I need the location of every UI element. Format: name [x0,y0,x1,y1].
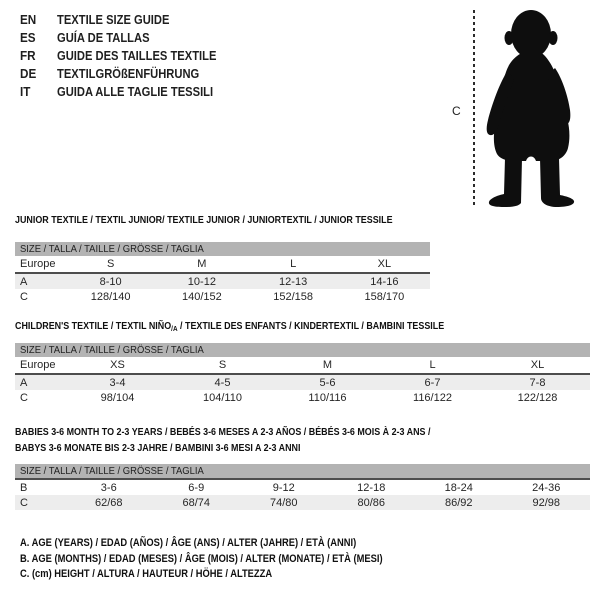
language-code: FR [20,47,36,63]
size-cell: L [290,258,297,270]
value-cell: 122/128 [517,392,558,404]
language-row-de [20,64,242,82]
size-cell: M [197,258,207,270]
value-cell: 86/92 [444,496,473,509]
size-header-bar [15,343,590,357]
footnote-b [20,552,447,568]
size-header-text: SIZE / TALLA / TAILLE / GRÖSSE / TAGLIA [20,465,204,477]
size-cell: XL [377,258,392,270]
table-row-europe [15,256,430,274]
table-row-age-months [15,480,590,495]
size-cell: M [322,359,333,371]
junior-table-title-text: JUNIOR TEXTILE / TEXTIL JUNIOR/ TEXTILE JUNIOR / JUNIORTEXTIL / JUNIOR TESSILE [15,214,393,226]
language-code: IT [20,83,31,99]
row-label: C [20,496,28,509]
table-row-europe [15,357,590,375]
babies-size-table [15,464,590,510]
children-table-title [15,319,520,337]
size-header-bar [15,464,590,480]
language-code: EN [20,11,37,27]
value-cell: 158/170 [364,291,405,303]
table-row-age [15,274,430,289]
value-cell: 18-24 [444,481,473,494]
value-cell: 68/74 [182,496,211,509]
value-cell: 10-12 [187,275,216,288]
value-cell: 6-7 [424,376,441,389]
value-cell: 116/122 [413,392,452,404]
value-cell: 80/86 [357,496,386,509]
language-row-it [20,82,242,100]
value-cell: 7-8 [529,376,546,389]
value-cell: 4-5 [214,376,231,389]
babies-title-line2: BABYS 3-6 MONATE BIS 2-3 JAHRE / BAMBINI 3-6 MESI A 2-3 ANNI [15,441,301,454]
row-label: B [20,481,28,494]
size-header-text: SIZE / TALLA / TAILLE / GRÖSSE / TAGLIA [20,344,204,356]
value-cell: 3-4 [109,376,126,389]
junior-size-table [15,242,430,305]
value-cell: 24-36 [532,481,561,494]
title-subscript: /A [171,324,178,333]
row-label: C [20,291,28,303]
value-cell: 62/68 [94,496,123,509]
value-cell: 98/104 [100,392,135,404]
value-cell: 92/98 [532,496,561,509]
value-cell: 14-16 [370,275,399,288]
language-title: GUIDA ALLE TAGLIE TESSILI [57,83,214,99]
language-code: ES [20,29,36,45]
junior-table-title [15,213,459,229]
language-row-fr [20,46,242,64]
title-segment: / TEXTILE DES ENFANTS / KINDERTEXTIL / BAMBINI TESSILE [177,320,445,332]
footnote-a [20,536,447,552]
children-size-table [15,343,590,406]
footnote-c-text: C. (cm) HEIGHT / ALTURA / HAUTEUR / HÖHE / ALTEZZA [20,568,273,580]
table-row-height [15,289,430,305]
value-cell: 152/158 [273,291,313,303]
value-cell: 6-9 [188,481,205,494]
value-cell: 140/152 [181,291,222,303]
size-header-text: SIZE / TALLA / TAILLE / GRÖSSE / TAGLIA [20,243,204,255]
size-cell: S [106,258,115,270]
title-segment: CHILDREN'S TEXTILE / TEXTIL NIÑO [15,320,172,332]
footnote-b-text: B. AGE (MONTHS) / EDAD (MESES) / ÂGE (MOIS) / ALTER (MONATE) / ETÀ (MESI) [20,552,383,565]
value-cell: 8-10 [99,275,122,288]
value-cell: 5-6 [319,376,336,389]
size-header-bar [15,242,430,256]
value-cell: 110/116 [308,392,347,404]
table-row-height [15,495,590,510]
language-code: DE [20,65,37,81]
language-title: GUÍA DE TALLAS [57,29,150,45]
row-label: C [20,392,28,404]
language-row-en [20,10,242,28]
table-row-age [15,375,590,390]
size-cell: XL [530,359,545,371]
row-label: A [20,376,28,389]
value-cell: 12-13 [279,275,308,288]
value-cell: 104/110 [203,392,242,404]
language-row-es [20,28,242,46]
footnotes [20,536,447,583]
value-cell: 128/140 [90,291,131,303]
baby-silhouette-image [483,8,585,208]
language-title: TEXTILE SIZE GUIDE [57,11,170,27]
children-table-title-text [15,319,444,337]
size-cell: S [218,359,227,371]
babies-title-line1: BABIES 3-6 MONTH TO 2-3 YEARS / BEBÉS 3-6 MESES A 2-3 AÑOS / BÉBÉS 3-6 MOIS À 2-3 ANS / [15,426,431,438]
row-label: Europe [20,258,56,270]
language-title: GUIDE DES TAILLES TEXTILE [57,47,217,63]
value-cell: 74/80 [269,496,298,509]
footnote-a-text: A. AGE (YEARS) / EDAD (AÑOS) / ÂGE (ANS) / ALTER (JAHRE) / ETÀ (ANNI) [20,537,357,549]
value-cell: 9-12 [272,481,295,494]
height-measure-label: C [452,104,461,118]
size-cell: XS [110,359,125,371]
language-list [20,10,242,100]
height-measure-line [473,10,475,207]
size-cell: L [429,359,436,371]
row-label: A [20,275,28,288]
language-title: TEXTILGRÖßENFÜHRUNG [57,65,200,81]
row-label: Europe [20,359,56,371]
value-cell: 12-18 [357,481,386,494]
table-row-height [15,390,590,406]
value-cell: 3-6 [100,481,117,494]
babies-table-title [15,425,504,456]
footnote-c [20,567,447,583]
